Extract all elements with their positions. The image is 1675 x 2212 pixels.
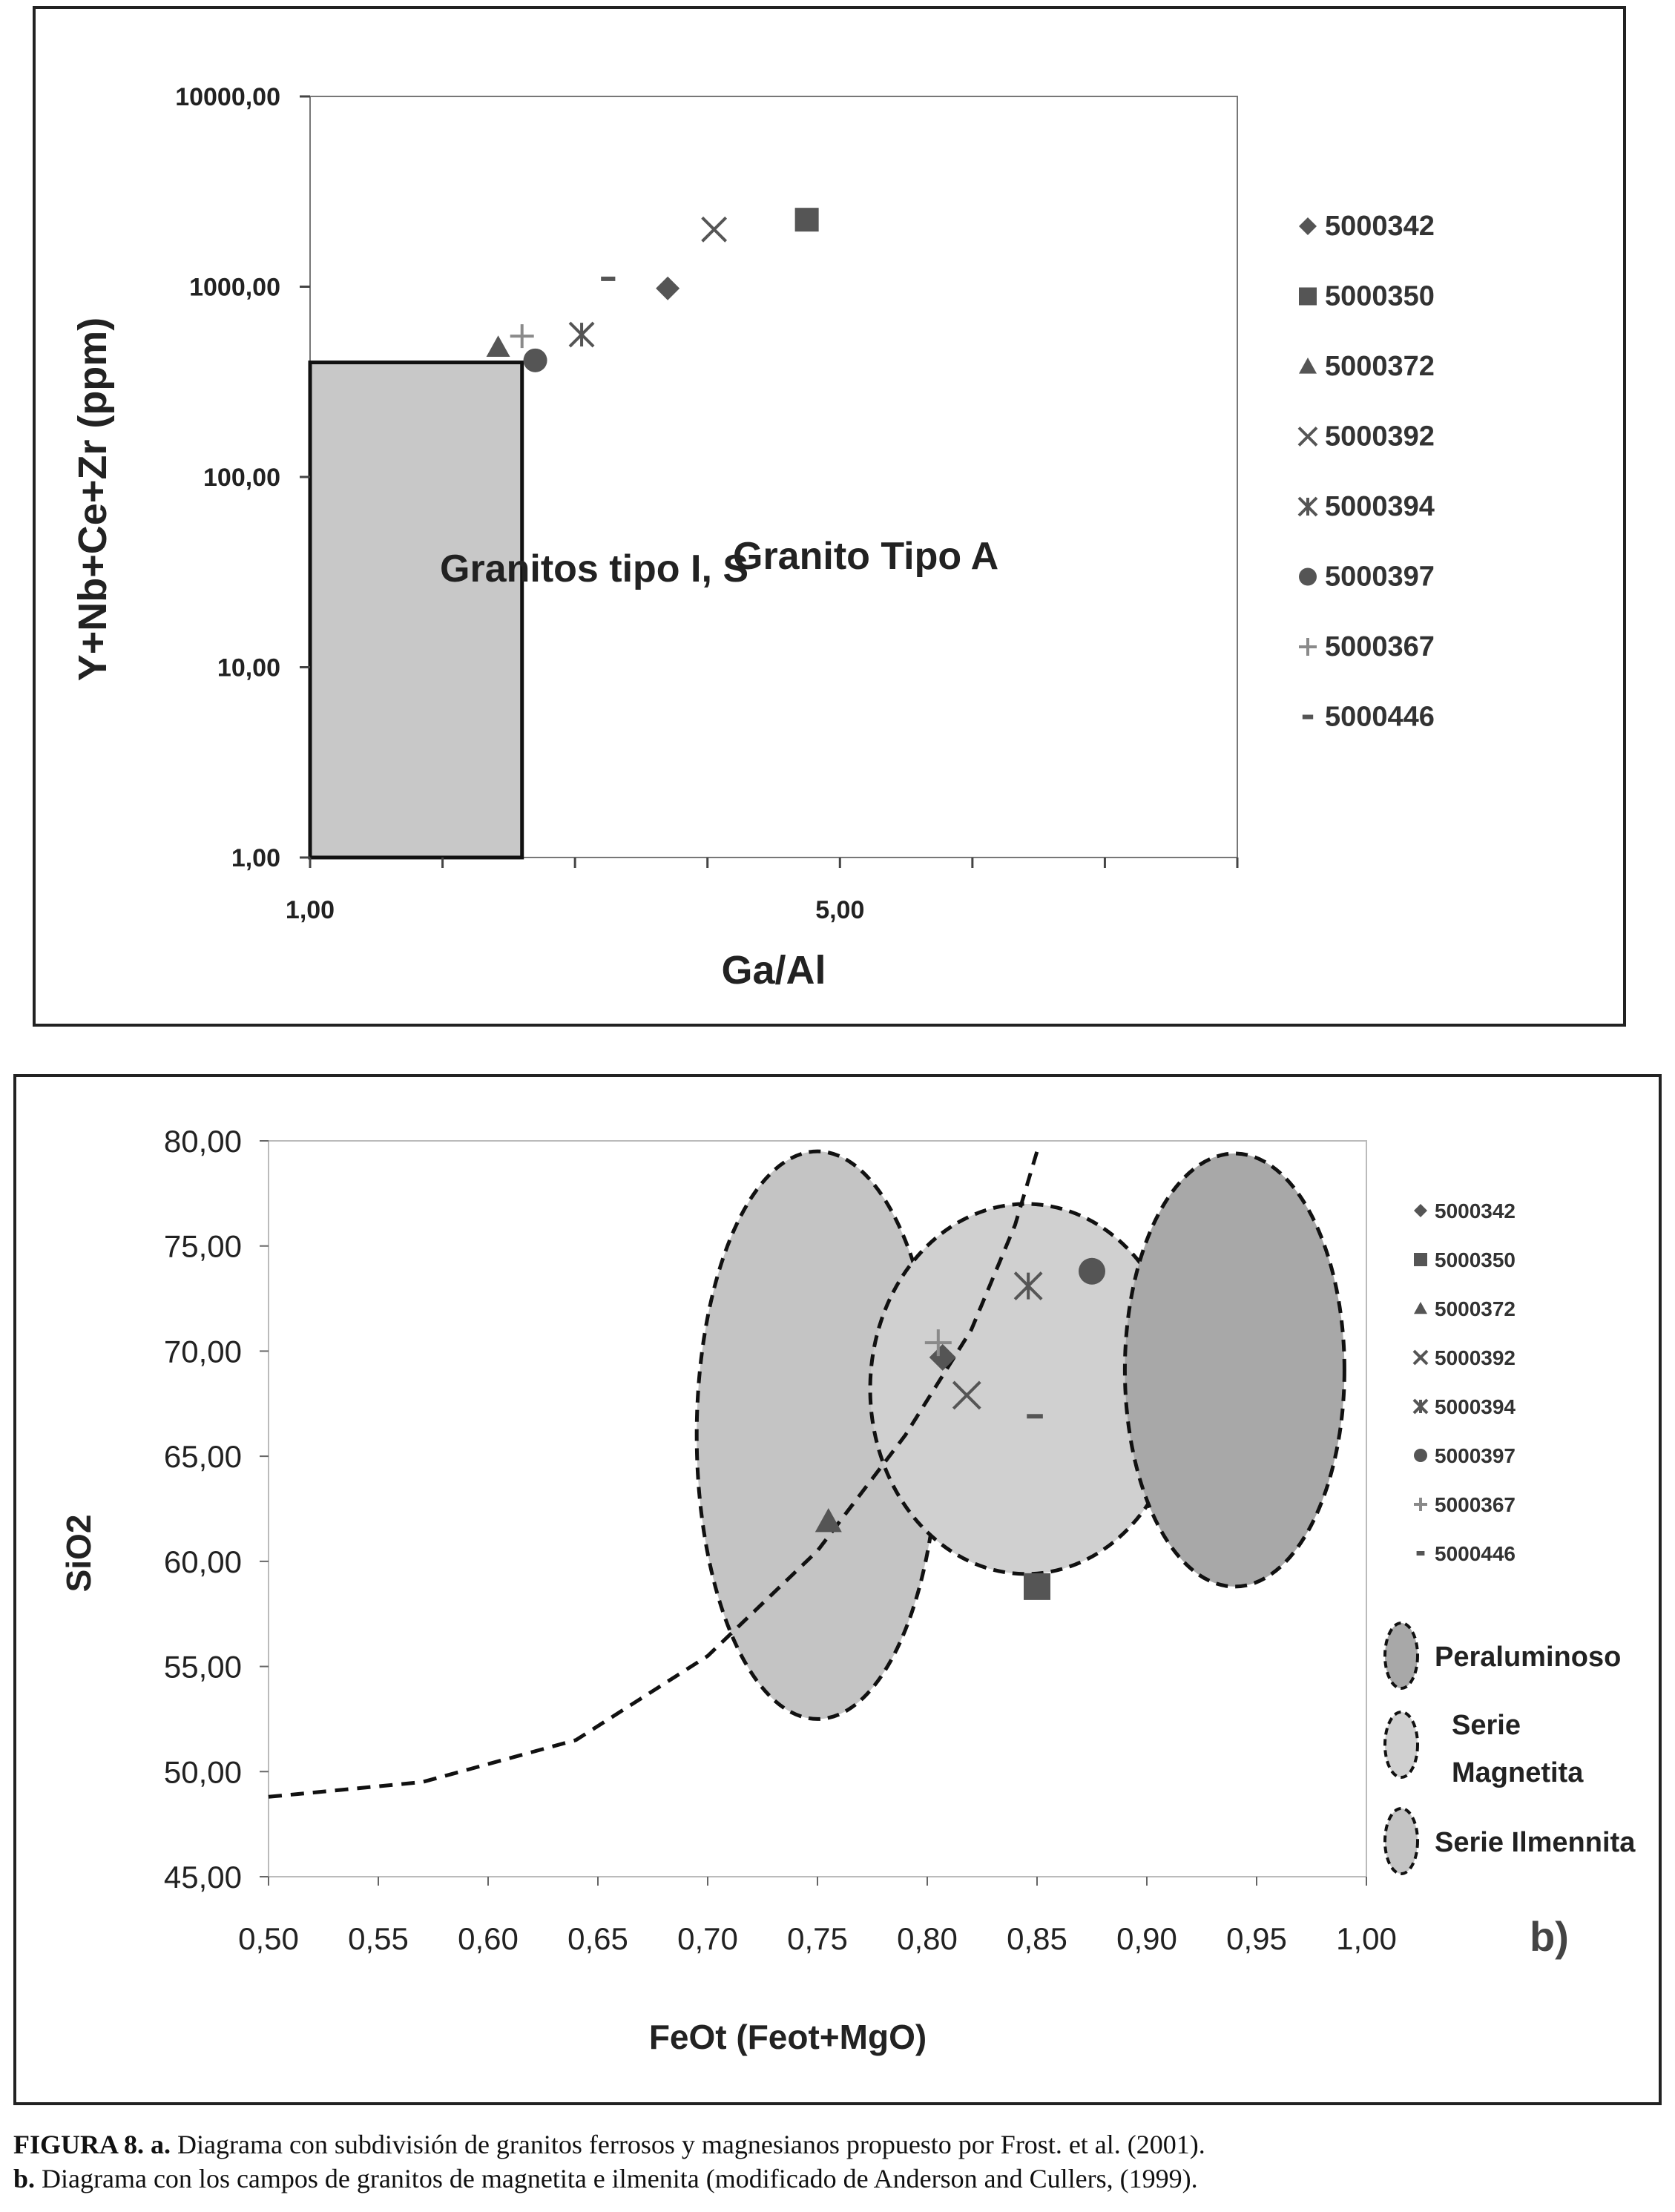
chart-a-svg xyxy=(36,9,1629,1030)
legend-marker-b-5000392 xyxy=(1414,1351,1427,1364)
legend-marker-b-5000446 xyxy=(1417,1551,1425,1556)
y-tick-label-b: 50,00 xyxy=(163,1754,242,1790)
y-tick-label-b: 65,00 xyxy=(163,1439,242,1475)
legend-label-b-5000394: 5000394 xyxy=(1435,1395,1516,1418)
x-axis-title-a: Ga/Al xyxy=(721,948,826,993)
legend-marker-5000394 xyxy=(1299,498,1317,516)
point-5000350 xyxy=(1024,1573,1050,1600)
legend-marker-5000446 xyxy=(1303,715,1313,720)
x-tick-label-b: 0,60 xyxy=(458,1921,519,1956)
caption-label-a: FIGURA 8. a. xyxy=(13,2130,171,2159)
y-tick-label-b: 70,00 xyxy=(163,1334,242,1369)
y-tick-label-a: 10000,00 xyxy=(175,83,280,111)
zone-legend-swatch-0 xyxy=(1385,1623,1418,1688)
legend-marker-5000397 xyxy=(1299,568,1317,586)
zone-legend-label-1-l2: Magnetita xyxy=(1452,1757,1584,1788)
legend-marker-b-5000367 xyxy=(1414,1498,1427,1511)
caption-text-b: Diagrama con los campos de granitos de magnetita e ilmenita (modificado de Anderson and Cullers, (1999). xyxy=(35,2164,1198,2193)
legend-label-5000372: 5000372 xyxy=(1325,351,1435,382)
point-5000446 xyxy=(1027,1414,1043,1418)
y-tick-label-b: 80,00 xyxy=(163,1124,242,1159)
legend-marker-5000372 xyxy=(1299,358,1317,374)
region-granitos-i-s xyxy=(310,363,522,858)
caption-line-2 xyxy=(13,2162,1660,2196)
y-axis-title-b: SiO2 xyxy=(59,1514,98,1593)
x-tick-label-b: 0,50 xyxy=(238,1921,299,1956)
caption-line-1 xyxy=(13,2127,1660,2162)
y-tick-label-b: 60,00 xyxy=(163,1544,242,1579)
legend-label-5000394: 5000394 xyxy=(1325,491,1435,522)
legend-label-b-5000397: 5000397 xyxy=(1435,1444,1516,1467)
y-tick-label-b: 55,00 xyxy=(163,1649,242,1685)
x-tick-label-b: 0,85 xyxy=(1007,1921,1067,1956)
point-5000397 xyxy=(524,349,547,372)
legend-marker-5000392 xyxy=(1299,428,1317,446)
legend-label-5000342: 5000342 xyxy=(1325,211,1435,242)
y-tick-label-b: 45,00 xyxy=(163,1860,242,1895)
legend-label-5000446: 5000446 xyxy=(1325,701,1435,733)
legend-marker-b-5000372 xyxy=(1414,1302,1427,1314)
region-label-granito-tipo-a: Granito Tipo A xyxy=(733,535,999,578)
x-tick-label-b: 0,80 xyxy=(897,1921,958,1956)
x-tick-label-b: 0,75 xyxy=(787,1921,848,1956)
legend-marker-5000367 xyxy=(1299,638,1317,656)
legend-marker-5000350 xyxy=(1299,288,1317,306)
legend-marker-b-5000397 xyxy=(1414,1449,1427,1462)
point-5000397 xyxy=(1079,1258,1105,1285)
x-tick-label-b: 0,90 xyxy=(1116,1921,1177,1956)
legend-marker-5000342 xyxy=(1299,217,1317,235)
legend-label-b-5000350: 5000350 xyxy=(1435,1248,1516,1271)
legend-marker-b-5000342 xyxy=(1414,1204,1427,1217)
x-tick-label-a: 1,00 xyxy=(285,896,335,924)
x-tick-label-b: 0,70 xyxy=(677,1921,738,1956)
y-tick-label-a: 100,00 xyxy=(203,464,280,492)
legend-label-b-5000367: 5000367 xyxy=(1435,1493,1516,1516)
zone-legend-swatch-1 xyxy=(1385,1712,1418,1777)
legend-marker-b-5000350 xyxy=(1414,1253,1427,1266)
caption-text-a: Diagrama con subdivisión de granitos ferrosos y magnesianos propuesto por Frost. et al. (2001). xyxy=(171,2130,1205,2159)
legend-label-b-5000372: 5000372 xyxy=(1435,1297,1516,1320)
chart-b-svg xyxy=(16,1077,1665,2108)
x-tick-label-a: 5,00 xyxy=(815,896,865,924)
region-label-granitos-i-s: Granitos tipo I, S xyxy=(440,547,749,590)
legend-label-b-5000446: 5000446 xyxy=(1435,1542,1516,1565)
legend-label-5000350: 5000350 xyxy=(1325,280,1435,312)
legend-label-b-5000342: 5000342 xyxy=(1435,1199,1516,1222)
y-tick-label-a: 1000,00 xyxy=(189,273,280,302)
x-tick-label-b: 1,00 xyxy=(1336,1921,1397,1956)
y-tick-label-a: 1,00 xyxy=(231,844,280,872)
zone-legend-swatch-2 xyxy=(1385,1808,1418,1874)
legend-label-5000392: 5000392 xyxy=(1325,421,1435,452)
x-axis-title-b: FeOt (Feot+MgO) xyxy=(648,2018,927,2056)
field-serie-ilmennita xyxy=(1125,1153,1344,1587)
legend-label-5000367: 5000367 xyxy=(1325,631,1435,662)
panel-tag-b: b) xyxy=(1530,1913,1569,1960)
caption-label-b: b. xyxy=(13,2164,36,2193)
y-tick-label-b: 75,00 xyxy=(163,1228,242,1264)
figure-caption xyxy=(13,2127,1660,2196)
zone-legend-label-1-l1: Serie xyxy=(1452,1710,1521,1741)
point-5000446 xyxy=(601,277,615,281)
y-axis-title-a: Y+Nb+Ce+Zr (ppm) xyxy=(70,317,115,682)
point-5000350 xyxy=(795,208,819,231)
y-tick-label-a: 10,00 xyxy=(217,654,280,682)
legend-label-5000397: 5000397 xyxy=(1325,561,1435,593)
chart-panel-b xyxy=(13,1074,1662,2105)
zone-legend-label-0: Peraluminoso xyxy=(1435,1642,1622,1673)
chart-panel-a xyxy=(33,6,1626,1027)
x-tick-label-b: 0,65 xyxy=(567,1921,628,1956)
zone-legend-label-2: Serie Ilmennita xyxy=(1435,1827,1636,1858)
x-tick-label-b: 0,95 xyxy=(1226,1921,1287,1956)
legend-marker-b-5000394 xyxy=(1414,1400,1427,1413)
legend-label-b-5000392: 5000392 xyxy=(1435,1346,1516,1369)
x-tick-label-b: 0,55 xyxy=(348,1921,409,1956)
